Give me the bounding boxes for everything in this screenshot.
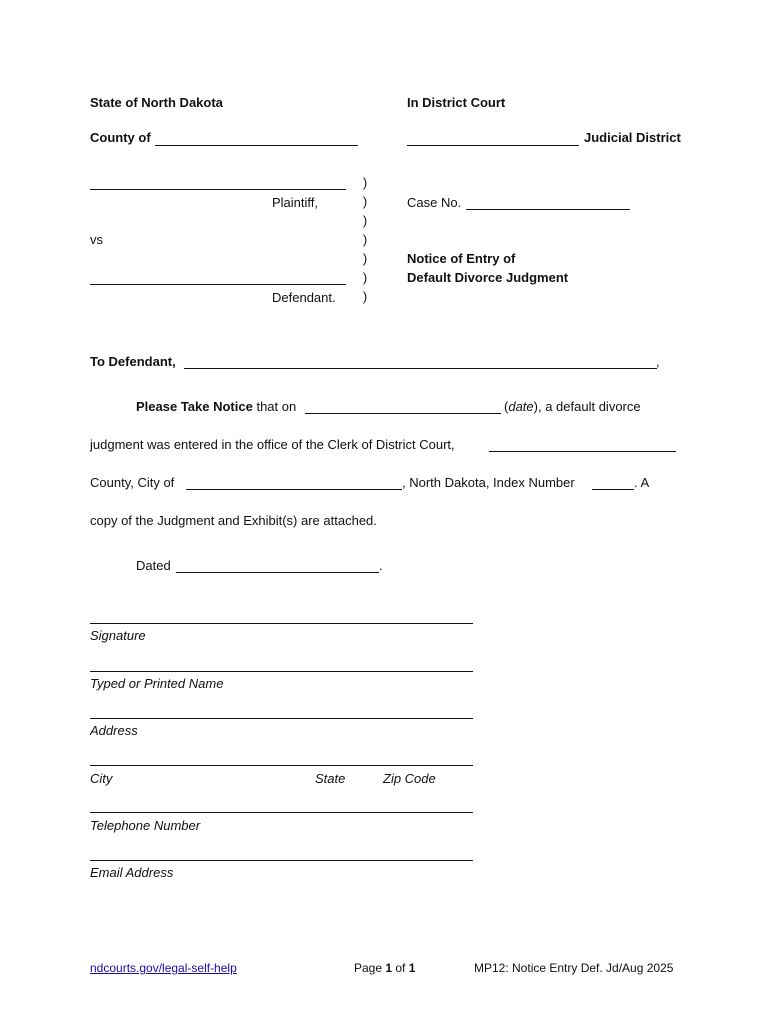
page-number: 1 bbox=[385, 961, 393, 975]
case-no-field[interactable] bbox=[466, 209, 630, 210]
vs-label: vs bbox=[90, 232, 103, 247]
county-city-label: County, City of bbox=[90, 475, 175, 490]
email-label: Email Address bbox=[90, 865, 174, 880]
city-state-zip-field[interactable] bbox=[90, 765, 473, 766]
date-word: date bbox=[508, 399, 534, 414]
page-prefix: Page bbox=[354, 961, 386, 975]
comma: , bbox=[656, 354, 660, 369]
zip-label: Zip Code bbox=[383, 771, 436, 786]
index-number-field[interactable] bbox=[592, 489, 634, 490]
notice-title-line1: Notice of Entry of bbox=[407, 251, 516, 266]
that-on: that on bbox=[256, 399, 297, 414]
date-field[interactable] bbox=[305, 413, 501, 414]
city-label: City bbox=[90, 771, 113, 786]
defendant-name-field[interactable] bbox=[90, 284, 346, 285]
caption-paren: ) bbox=[362, 232, 368, 247]
self-help-link[interactable]: ndcourts.gov/legal-self-help bbox=[90, 961, 237, 975]
page-total: 1 bbox=[408, 961, 416, 975]
city-field[interactable] bbox=[186, 489, 402, 490]
to-defendant-field[interactable] bbox=[184, 368, 657, 369]
court-label: In District Court bbox=[407, 95, 506, 110]
name-field[interactable] bbox=[90, 671, 473, 672]
notice-title-line2: Default Divorce Judgment bbox=[407, 270, 569, 285]
county-field[interactable] bbox=[155, 145, 358, 146]
date-open: ( bbox=[504, 399, 509, 414]
clerk-county-field[interactable] bbox=[489, 451, 676, 452]
plaintiff-name-field[interactable] bbox=[90, 189, 346, 190]
page-indicator bbox=[354, 961, 415, 975]
page-of: of bbox=[392, 961, 409, 975]
county-label: County of bbox=[90, 130, 151, 145]
signature-label: Signature bbox=[90, 628, 146, 643]
caption-paren: ) bbox=[362, 289, 368, 304]
dated-period: . bbox=[379, 558, 383, 573]
caption-paren: ) bbox=[362, 251, 368, 266]
to-defendant-label: To Defendant, bbox=[90, 354, 176, 369]
district-field[interactable] bbox=[407, 145, 579, 146]
case-no-label: Case No. bbox=[407, 195, 462, 210]
name-label: Typed or Printed Name bbox=[90, 676, 224, 691]
phone-label: Telephone Number bbox=[90, 818, 201, 833]
dated-field[interactable] bbox=[176, 572, 379, 573]
district-label: Judicial District bbox=[584, 130, 681, 145]
nd-index-label: , North Dakota, Index Number bbox=[402, 475, 575, 490]
caption-paren: ) bbox=[362, 194, 368, 209]
plaintiff-label: Plaintiff, bbox=[272, 195, 319, 210]
caption-paren: ) bbox=[362, 175, 368, 190]
state-label-sig: State bbox=[315, 771, 346, 786]
address-field[interactable] bbox=[90, 718, 473, 719]
signature-field[interactable] bbox=[90, 623, 473, 624]
notice-line-1 bbox=[136, 399, 296, 414]
notice-line-4: copy of the Judgment and Exhibit(s) are attached. bbox=[90, 513, 377, 528]
date-close: ), a default divorce bbox=[533, 399, 641, 414]
caption-paren: ) bbox=[362, 270, 368, 285]
please-take-notice: Please Take Notice bbox=[136, 399, 253, 414]
caption-paren: ) bbox=[362, 213, 368, 228]
phone-field[interactable] bbox=[90, 812, 473, 813]
a-word: . A bbox=[634, 475, 650, 490]
state-label: State of North Dakota bbox=[90, 95, 223, 110]
date-text bbox=[504, 399, 641, 414]
address-label: Address bbox=[90, 723, 138, 738]
dated-label: Dated bbox=[136, 558, 171, 573]
defendant-label: Defendant. bbox=[272, 290, 336, 305]
email-field[interactable] bbox=[90, 860, 473, 861]
form-id: MP12: Notice Entry Def. Jd/Aug 2025 bbox=[474, 961, 674, 975]
notice-line-2: judgment was entered in the office of the Clerk of District Court, bbox=[90, 437, 455, 452]
